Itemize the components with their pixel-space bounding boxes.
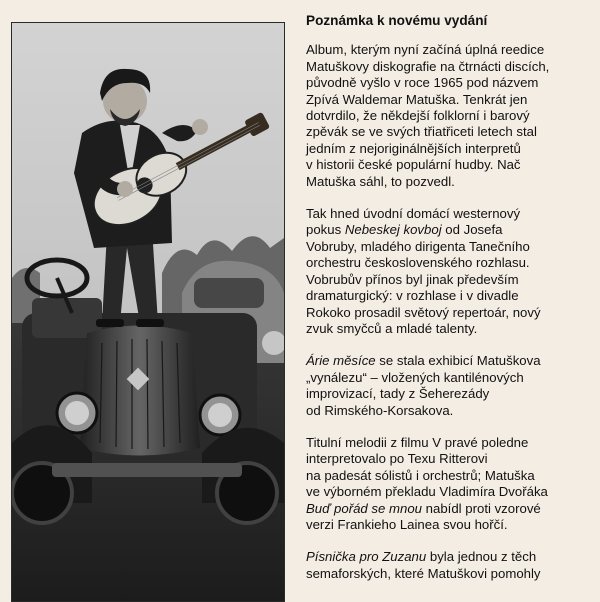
text-span: v historii české populární hudby. Nač: [306, 157, 521, 173]
text-span: Titulní melodii z filmu V pravé poledne: [306, 434, 529, 450]
text-line: [306, 451, 590, 467]
text-line: [306, 59, 590, 75]
text-span: interpretovalo po Texu Ritterovi: [306, 451, 488, 467]
text-line: [306, 403, 590, 419]
text-span: na padesát sólistů i orchestrů; Matuška: [306, 467, 535, 483]
text-line: [306, 42, 590, 58]
text-line: [306, 157, 590, 173]
text-line: [306, 468, 590, 484]
text-span: dramaturgický: v rozhlase i v divadle: [306, 288, 519, 304]
text-line: [306, 222, 590, 238]
text-span: improvizací, tady z Šeherezády: [306, 386, 490, 402]
text-line: [306, 566, 590, 582]
text-line: [306, 272, 590, 288]
text-span: Matuška sáhl, to pozvedl.: [306, 173, 455, 189]
text-span: orchestru československého rozhlasu.: [306, 255, 530, 271]
text-span: pokus: [306, 222, 345, 238]
text-span: Vobrubův přínos byl jinak především: [306, 271, 519, 287]
liner-notes: [306, 13, 590, 598]
italic-title: Nebeskej kovboj: [344, 222, 442, 238]
text-line: [306, 370, 590, 386]
text-span: Vobruby, mladého dirigenta Tanečního: [306, 238, 530, 254]
paragraph: [306, 435, 590, 533]
text-line: [306, 288, 590, 304]
text-span: semaforských, které Matuškovi pomohly: [306, 565, 541, 581]
text-line: [306, 255, 590, 271]
photo-guitarist-on-vintage-car: [11, 22, 285, 602]
text-span: „vynálezu“ – vložených kantilénových: [306, 369, 524, 385]
text-line: [306, 239, 590, 255]
paragraph: [306, 353, 590, 419]
paragraph: [306, 42, 590, 190]
text-line: [306, 206, 590, 222]
text-span: Rokoko prosadil světový repertoár, nový: [306, 304, 541, 320]
text-span: Matuškovy diskografie na čtrnácti discích,: [306, 58, 550, 74]
italic-title: Buď pořád se mnou: [306, 500, 423, 516]
text-line: [306, 141, 590, 157]
bw-photograph: [12, 23, 284, 601]
text-line: [306, 92, 590, 108]
text-span: Album, kterým nyní začíná úplná reedice: [306, 42, 545, 58]
notes-body: [306, 42, 590, 582]
text-line: [306, 517, 590, 533]
paragraph: [306, 206, 590, 337]
text-span: nabídl proti vzorové: [422, 500, 541, 516]
notes-heading: Poznámka k novému vydání: [306, 13, 488, 28]
text-line: [306, 501, 590, 517]
text-span: ve výborném překladu Vladimíra Dvořáka: [306, 484, 548, 500]
text-span: od Rimského-Korsakova.: [306, 402, 454, 418]
text-line: [306, 435, 590, 451]
text-line: [306, 386, 590, 402]
text-line: [306, 174, 590, 190]
text-line: [306, 124, 590, 140]
italic-title: Písnička pro Zuzanu: [306, 549, 427, 565]
text-span: dotvrdilo, že někdejší folklorní i barový: [306, 108, 530, 124]
text-span: zpěvák se ve svých třiatřiceti letech stal: [306, 124, 537, 140]
text-span: se stala exhibicí Matuškova: [375, 353, 541, 369]
text-line: [306, 305, 590, 321]
text-line: [306, 353, 590, 369]
text-span: původně vyšlo v roce 1965 pod názvem: [306, 75, 539, 91]
text-line: [306, 108, 590, 124]
text-span: od Josefa: [441, 222, 503, 238]
paragraph: [306, 549, 590, 582]
text-span: byla jednou z těch: [426, 549, 537, 565]
text-span: zvuk smyčců a mladé talenty.: [306, 320, 478, 336]
text-line: [306, 75, 590, 91]
text-span: Zpívá Waldemar Matuška. Tenkrát jen: [306, 91, 528, 107]
italic-title: Árie měsíce: [306, 353, 376, 369]
text-span: Tak hned úvodní domácí westernový: [306, 206, 521, 222]
text-line: [306, 549, 590, 565]
text-line: [306, 484, 590, 500]
text-span: jedním z nejoriginálnějších interpretů: [306, 140, 521, 156]
text-line: [306, 321, 590, 337]
text-span: verzi Frankieho Lainea svou hořčí.: [306, 516, 508, 532]
